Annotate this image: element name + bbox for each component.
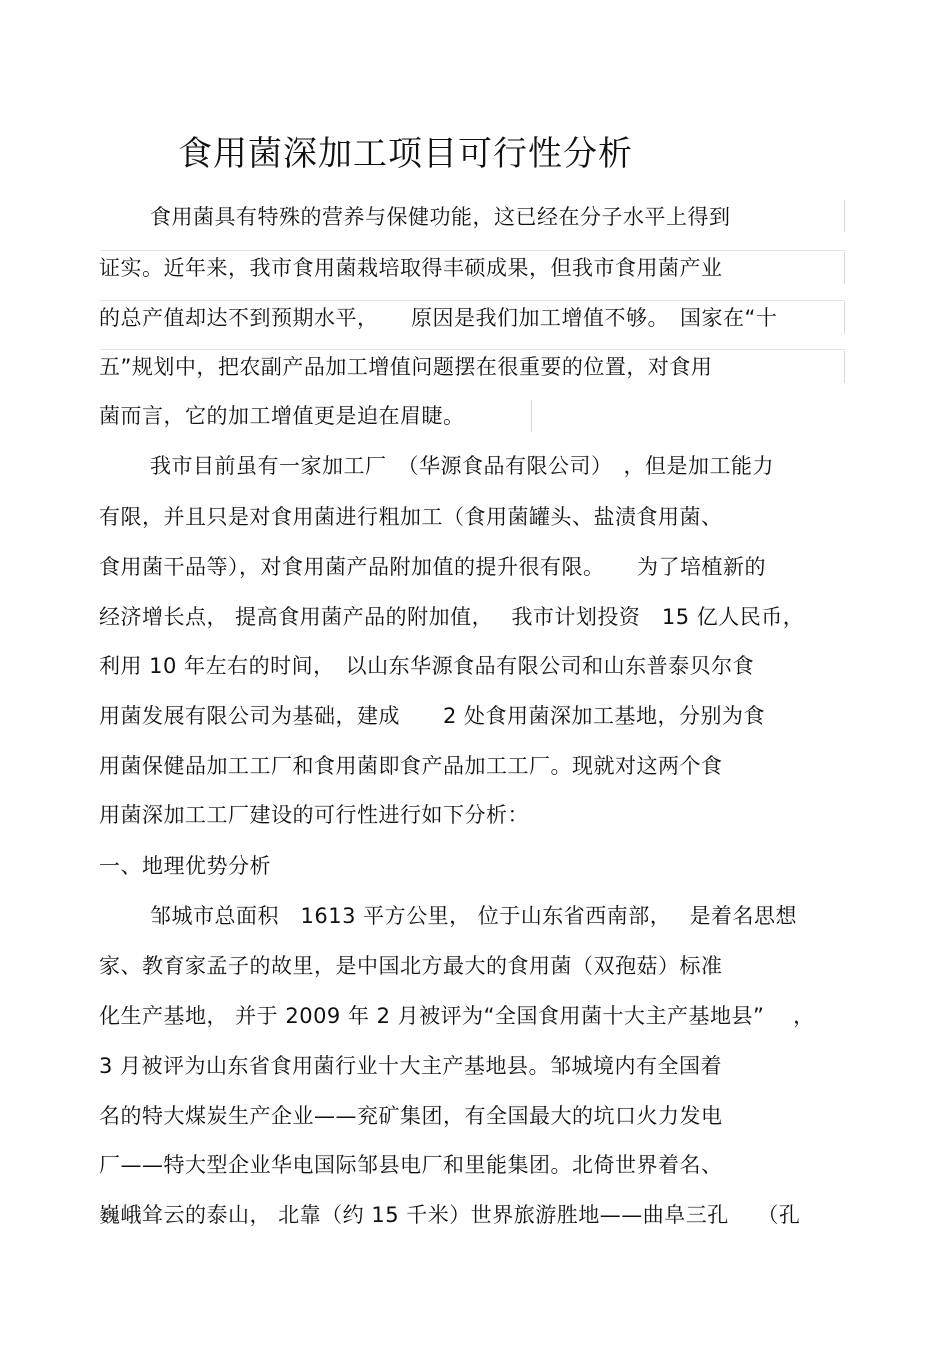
document-title: 食用菌深加工项目可行性分析	[178, 134, 633, 174]
ruling-line	[531, 400, 532, 432]
text-line: 家、教育家孟子的故里，是中国北方最大的食用菌（双孢菇）标准	[99, 954, 723, 978]
section-heading: 一、地理优势分析	[99, 854, 271, 878]
ruling-line	[100, 349, 845, 350]
text-line: 菌而言，它的加工增值更是迫在眉睫。	[99, 404, 465, 428]
text-line: 用菌发展有限公司为基础，建成 2 处食用菌深加工基地，分别为食	[99, 704, 766, 728]
text-line: 邹城市总面积 1613 平方公里， 位于山东省西南部， 是着名思想	[150, 904, 797, 928]
text-line: 的总产值却达不到预期水平， 原因是我们加工增值不够。 国家在“十	[99, 306, 778, 330]
text-line: 经济增长点， 提高食用菌产品的附加值， 我市计划投资 15 亿人民币，	[99, 605, 805, 629]
text-line: 巍峨耸云的泰山， 北靠（约 15 千米）世界旅游胜地——曲阜三孔 （孔	[99, 1203, 801, 1227]
ruling-line	[100, 250, 845, 251]
ruling-line	[844, 252, 845, 284]
text-line: 名的特大煤炭生产企业——兖矿集团，有全国最大的坑口火力发电	[99, 1104, 723, 1128]
text-line: 食用菌具有特殊的营养与保健功能，这已经在分子水平上得到	[150, 205, 731, 229]
text-line: 五”规划中，把农副产品加工增值问题摆在很重要的位置，对食用	[99, 355, 713, 379]
text-line: 我市目前虽有一家加工厂 （华源食品有限公司） ，但是加工能力	[150, 454, 774, 478]
text-line: 用菌深加工工厂建设的可行性进行如下分析：	[99, 803, 529, 827]
ruling-line	[844, 200, 845, 232]
text-line: 用菌保健品加工工厂和食用菌即食产品加工工厂。现就对这两个食	[99, 754, 723, 778]
text-line: 化生产基地， 并于 2009 年 2 月被评为“全国食用菌十大主产基地县” ，	[99, 1004, 815, 1028]
ruling-line	[100, 300, 845, 301]
ruling-line	[844, 302, 845, 334]
text-line: 证实。近年来，我市食用菌栽培取得丰硕成果，但我市食用菌产业	[99, 256, 723, 280]
text-line: 3 月被评为山东省食用菌行业十大主产基地县。邹城境内有全国着	[99, 1054, 723, 1078]
text-line: 有限，并且只是对食用菌进行粗加工（食用菌罐头、盐渍食用菌、	[99, 505, 723, 529]
ruling-line	[844, 351, 845, 383]
text-line: 食用菌干品等），对食用菌产品附加值的提升很有限。 为了培植新的	[99, 555, 766, 579]
text-line: 厂——特大型企业华电国际邹县电厂和里能集团。北倚世界着名、	[99, 1153, 723, 1177]
text-line: 利用 10 年左右的时间， 以山东华源食品有限公司和山东普泰贝尔食	[99, 654, 755, 678]
